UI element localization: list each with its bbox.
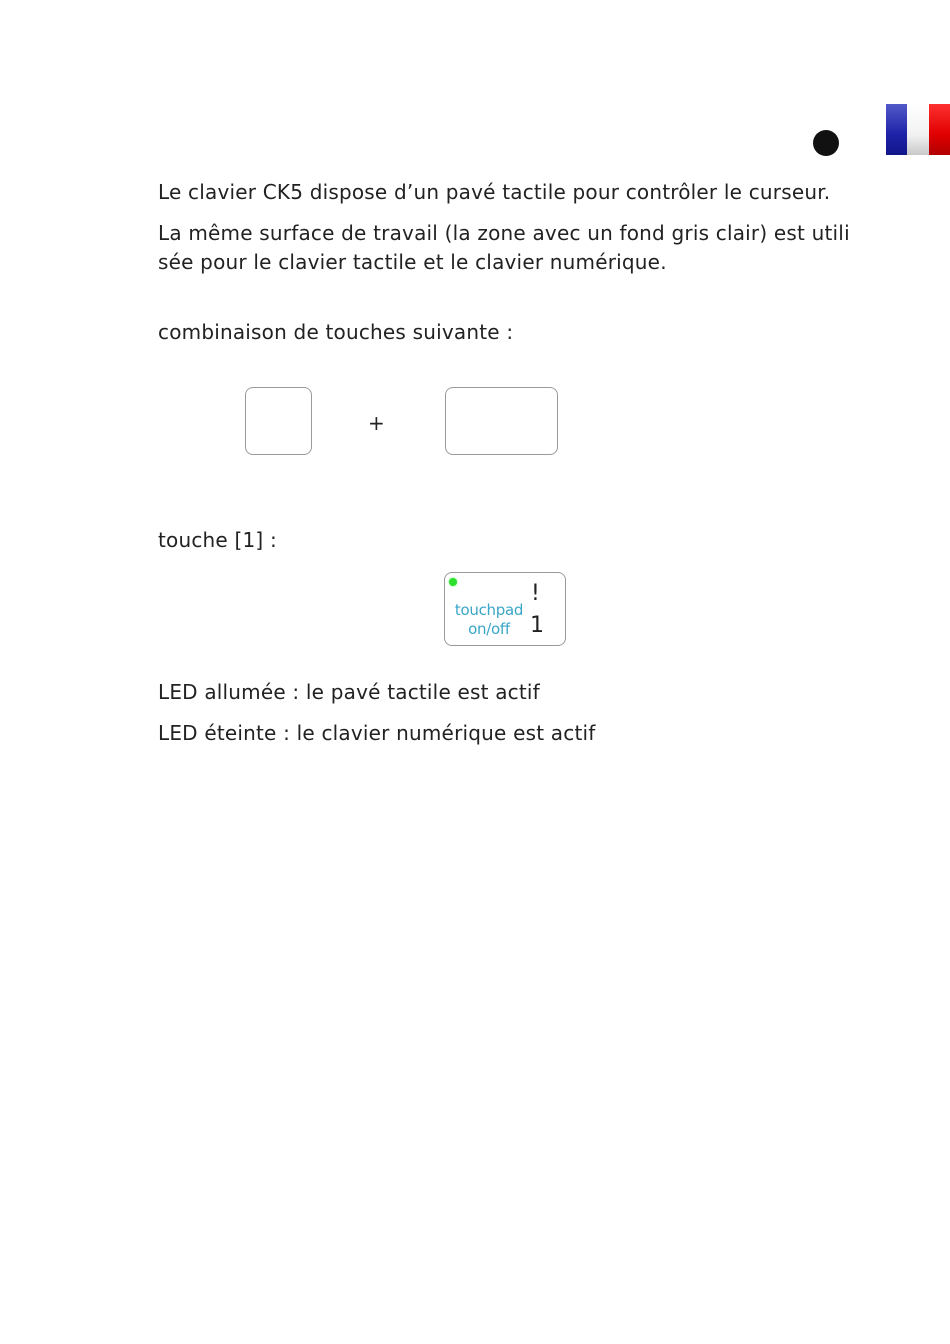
paragraph-touchpad-intro: Le clavier CK5 dispose d’un pavé tactile pour contrôler le curseur. bbox=[158, 180, 831, 204]
touchpad-label-line1: touchpad bbox=[454, 601, 524, 619]
led-indicator-icon bbox=[449, 578, 457, 586]
french-flag-icon bbox=[886, 104, 950, 155]
paragraph-key-1: touche [1] : bbox=[158, 528, 277, 552]
touchpad-label-line2: on/off bbox=[468, 620, 510, 638]
bullet-dot-icon bbox=[813, 130, 839, 156]
paragraph-work-surface-line1: La même surface de travail (la zone avec un fond gris clair) est utili bbox=[158, 221, 850, 245]
flag-band-blue bbox=[886, 104, 907, 155]
touchpad-toggle-key bbox=[444, 572, 566, 646]
paragraph-work-surface-line2: sée pour le clavier tactile et le clavier numérique. bbox=[158, 250, 667, 274]
flag-band-white bbox=[907, 104, 928, 155]
keyboard-key-right bbox=[445, 387, 558, 455]
paragraph-led-on: LED allumée : le pavé tactile est actif bbox=[158, 680, 540, 704]
paragraph-key-combination: combinaison de touches suivante : bbox=[158, 320, 514, 344]
touchpad-key-label bbox=[453, 601, 525, 639]
keyboard-key-left bbox=[245, 387, 312, 455]
key-symbol-exclamation: ! bbox=[531, 581, 540, 606]
plus-sign: + bbox=[368, 411, 385, 435]
flag-band-red bbox=[929, 104, 950, 155]
paragraph-led-off: LED éteinte : le clavier numérique est actif bbox=[158, 721, 596, 745]
key-symbol-one: 1 bbox=[530, 613, 544, 638]
